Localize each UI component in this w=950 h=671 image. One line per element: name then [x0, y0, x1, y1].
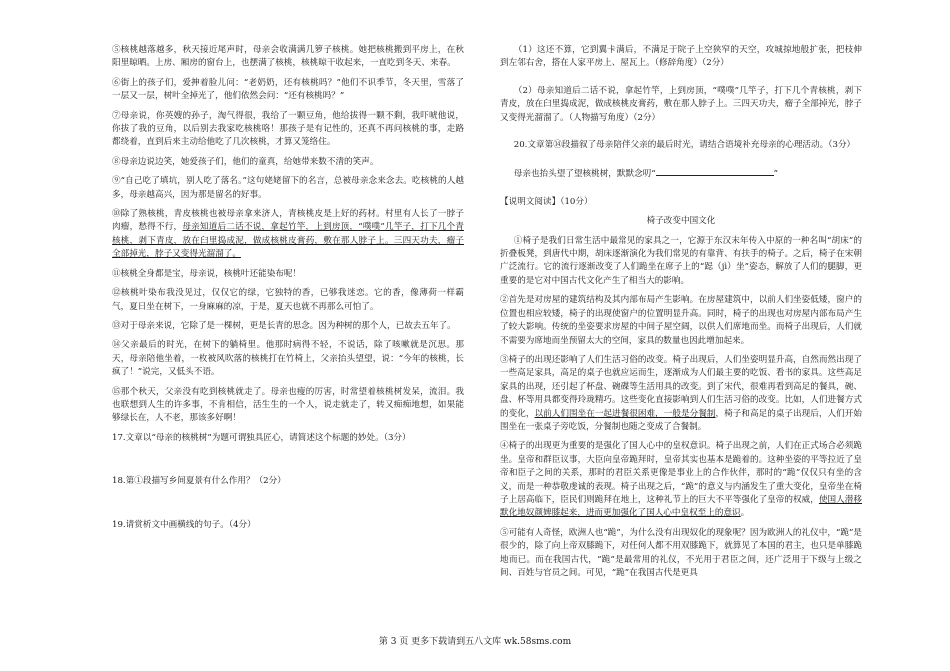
expo-paragraph-1: ①椅子是我们日常生活中最常见的家具之一，它源于东汉末年传入中原的一种名叫“胡床”的折叠板凳，到唐代中期，胡床逐渐演化为我们常见的有靠背、有扶手的椅子。之后，椅子在宋朝广泛流行。它的流行逐渐改变了人们跪坐在席子上的“跽（jì）坐”姿态，解放了人们的腿脚，更重要的是它对中国古代文化产生了相当大的影响。 — [500, 235, 862, 286]
answer-19-2: （2）母亲知道后二话不说，拿起竹竿，上到房顶，“噗噗”几竿子，打下几个青核桃，剥下青皮，放在臼里捣成泥，做成核桃皮膏药，敷在那人脖子上。三四天功夫，瘤子全部掉光，脖子又变得光溜溜了。（人物描写角度）（2分） — [500, 85, 862, 123]
expo-paragraph-5: ⑤可能有人奇怪，欧洲人也“跪”，为什么没有出现奴化的现象呢？因为欧洲人的礼仪中，“跪”是很少的，除了向上帝双膝跪下，对任何人都不用双膝跪下，就算见了本国的君主，也只是单膝跪地而已。而在我国古代，“跪”是最常用的礼仪，不光用于君臣之间，还广泛用于下级与上级之间、百姓与官员之间。可见，“跪”在我国古代是更具 — [500, 527, 862, 578]
expo-paragraph-3-text: ③椅子的出现还影响了人们生活习俗的改变。椅子出现后，人们坐姿明显升高，自然而然出现了一些高足家具，高足的桌子也就应运而生，逐渐成为人们最主要的吃饭、看书的家具。这些高足家具的出现，还引起了杯盘、碗碟等生活用具的改变。到了宋代，很难再看到高足的餐具，碗、盘、杯等用具都变得玲珑精巧。这些变化直接影响到人们生活习俗的改变。比如，人们进餐方式的变化， — [500, 354, 862, 419]
expo-paragraph-4-underlined: 使国人潜移默化地奴颜婢膝起来，进而更加强化了国人心中皇权至上的意识 — [500, 494, 862, 519]
paragraph-12: ⑫核桃叶染布我没见过，仅仅它的绿，它独特的香，已够我迷恋。它的香，像薄荷一样霸气，夏日坐在树下，一身麻麻的凉，于是，夏天也就不再那么可怕了。 — [112, 288, 464, 312]
expo-paragraph-3-underlined: 以前人们围坐在一起进餐很困难，一般是分餐制 — [534, 408, 716, 419]
question-19: 19.请赏析文中画横线的句子。（4分） — [112, 519, 256, 530]
paragraph-8: ⑧母亲边说边笑，她爱孩子们，他们的童真，给她带来数不清的笑声。 — [112, 156, 379, 167]
paragraph-10-underlined: 母亲知道后二话不说，拿起竹竿，上到房顶，“噗噗”几竿子，打下几个青核桃，剥下青皮，放在臼里捣成泥，做成核桃皮膏药，敷在那人脖子上。三四天功夫，瘤子全部掉光，脖子又变得光溜溜了。 — [112, 222, 464, 260]
paragraph-5: ⑤核桃越落越多，秋天接近尾声时，母亲会收满满几箩子核桃。她把核桃搬到平房上，在秋阳里晾晒。上房、厢房的窗台上，也摆满了核桃，核桃晾干收起来，一直吃到冬天、来春。 — [112, 45, 464, 69]
fill-in-suffix: ” — [773, 169, 779, 180]
right-column — [500, 44, 862, 586]
paragraph-15: ⑮那个秋天，父亲没有吃到核桃就走了。母亲也瘦的厉害，时常望着核桃树发呆，流泪。我也联想到人生的许多事，不肯相信，活生生的一个人，说走就走了，转又痴痴地想，如果能够绿长在，人不老，那该多好啊！ — [112, 386, 464, 424]
answer-19-1: （1）这还不算，它到翼卡满后，不满足于院子上空狭窄的天空，攻城掠地般扩张，把枝伸到左邻右舍，搭在人家平房上、屋瓦上。（修辞角度）（2分） — [500, 45, 862, 69]
paragraph-10 — [112, 208, 464, 262]
article-title: 椅子改变中国文化 — [646, 216, 716, 227]
paragraph-14: ⑭父亲最后的时光，在树下的躺椅里。他那时病得不轻，不说话，除了咳嗽就是沉思。那天，母亲陪他坐着，一枚被风吹落的核桃打在竹椅上，父亲抬头望望，说：“今年的核桃，长疯了！”说完，又低头不语。 — [112, 340, 464, 378]
question-20: 20.文章第⑭段描叙了母亲陪伴父亲的最后时光，请结合语境补充母亲的心理活动。（3分） — [513, 140, 856, 151]
expo-paragraph-2: ②首先是对房屋的建筑结构及其内部布局产生影响。在房屋建筑中，以前人们坐姿低矮，窗户的位置也相应较矮，椅子的出现使窗户的位置明显升高。同时，椅子的出现也对房屋内部布局产生了较大影响。传统的坐姿要求房屋的中间子屋空阔，以供人们席地而坐。而椅子出现后，人们就不需要为席地而坐预留太大的空间，家具的数量也因此增加起来。 — [500, 295, 862, 346]
page-footer: 第 3 页 更多下载请到五八文库 wk.58sms.com — [378, 637, 572, 647]
expo-paragraph-3-rest: ，椅子和高足的桌子出现后，人们开始围坐在一张桌子旁吃饭，分餐制也随之变成了合餐制。 — [500, 408, 862, 432]
fill-in-line — [500, 166, 862, 181]
fill-in-blank[interactable] — [656, 166, 774, 176]
expo-paragraph-4-text: ④椅子的出现更为重要的是强化了国人心中的皇权意识。椅子出现之前，人们在正式场合必须跪坐。皇帝和群臣议事，大臣向皇帝跪拜时，皇帝其实也基本是跪着的。这种坐姿的平等拉近了皇帝和臣子之间的关系，那时的君臣关系更像是事业上的合作伙伴，那时的“跪”仅仅只有坐的含义，而是一种恭敬虔诚的表现。椅子出现之后，“跪”的意义与内涵发生了重大变化，皇帝坐在椅子上居高临下，臣民们则跪拜在地上，这种礼节上的巨大不平等强化了皇帝的权威， — [500, 441, 862, 505]
paragraph-9: ⑨“自己吃了填坑，别人吃了落名。”这句姥姥留下的名言，总被母亲念来念去。吃核桃的人越多，母亲越高兴，因为那是留名的好事。 — [112, 176, 464, 200]
paragraph-11: ⑪核桃全身都是宝，母亲说，核桃叶还能染布呢！ — [112, 268, 302, 279]
paragraph-7: ⑦母亲说，你英嫂的孙子，淘气得很，我给了一颗豆角，他给拔得一颗不剩，我吓唬他说，你拔了我的豆角，以后别去我家吃核桃咯！那孩子是有记性的，还真不再问核桃的事，走路都绕着，直到后来主动给他吃了几次核桃，才算又笼络住。 — [112, 110, 464, 148]
question-17: 17.文章以“母亲的核桃树”为题可谓独具匠心，请简述这个标题的妙处。（3分） — [112, 432, 411, 443]
expo-paragraph-3 — [500, 354, 862, 434]
paragraph-6: ⑥街上的孩子们，爱抻着脸儿问：“老奶奶，还有核桃吗？”他们不识季节，冬天里，雪落了一层又一层，树叶全掉光了，他们依然会问：“还有核桃吗？” — [112, 77, 464, 102]
question-18: 18.第①段描写乡间夏景有什么作用？（2分） — [112, 476, 286, 487]
paragraph-10-text: ⑩除了熟核桃，青皮核桃也被母亲拿来济人，青核桃皮是上好的药材。村里有人长了一脖子肉瘤，愁得不行， — [112, 209, 464, 233]
fill-in-prefix: 母亲也抬头望了望核桃树，默默念叨“ — [513, 169, 656, 180]
section-heading: 【说明文阅读】（10分） — [500, 196, 593, 207]
expo-paragraph-4-rest: 。 — [740, 508, 750, 519]
left-column — [112, 44, 464, 542]
paragraph-13: ⑬对于母亲来说，它除了是一棵树，更是长青的思念。因为种树的那个人，已故去五年了。 — [112, 320, 456, 331]
expo-paragraph-4 — [500, 440, 862, 520]
